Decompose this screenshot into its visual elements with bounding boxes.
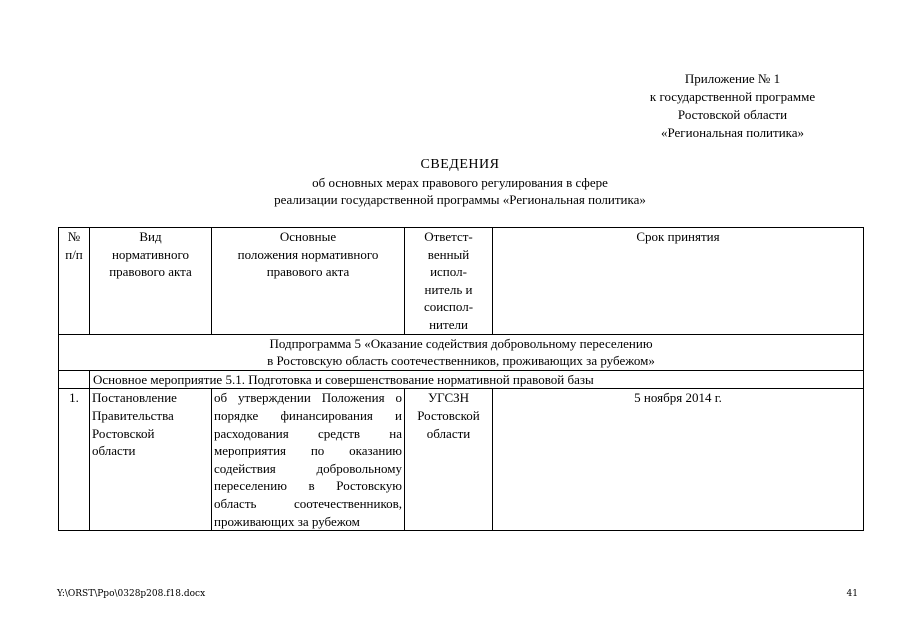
footer-file-path: Y:\ORST\Ppo\0328p208.f18.docx [57, 589, 206, 599]
appendix-line: к государственной программе [649, 89, 816, 104]
header-act-type: Вид нормативного правового акта [90, 228, 212, 335]
subprogram-row [59, 334, 864, 370]
header-deadline: Срок принятия [493, 228, 864, 335]
row-responsible: УГСЗН Ростовской области [405, 389, 493, 531]
footer-page-number: 41 [846, 589, 858, 599]
header-provisions: Основные положения нормативного правового акта [212, 228, 405, 335]
subprogram-cell: Подпрограмма 5 «Оказание содействия добровольному переселению в Ростовскую область соотечественников, проживающих за рубежом» [59, 334, 864, 370]
measure-empty-cell [59, 370, 90, 389]
appendix-line: Ростовской области [677, 107, 788, 122]
row-provisions: об утверждении Положения о порядке финансирования и расходования средств на мероприятия по оказанию содействия добровольному переселению в Ростовскую область соотечественников, проживающих за рубежом [212, 389, 405, 531]
appendix-block [560, 70, 905, 142]
appendix-line: Приложение № 1 [684, 71, 781, 86]
document-title: СВЕДЕНИЯ [420, 157, 500, 172]
header-responsible: Ответст- венный испол- нитель и соиспол- нители [405, 228, 493, 335]
row-act-type: Постановление Правительства Ростовской области [90, 389, 212, 531]
table-row [59, 389, 864, 531]
row-deadline: 5 ноября 2014 г. [493, 389, 864, 531]
measure-row [59, 370, 864, 389]
table-header-row [59, 228, 864, 335]
document-heading [160, 155, 760, 208]
document-subtitle-line: об основных мерах правового регулирования в сфере [312, 175, 608, 190]
header-number: № п/п [59, 228, 90, 335]
row-number: 1. [59, 389, 90, 531]
regulation-measures-table [58, 227, 864, 531]
document-subtitle-line: реализации государственной программы «Региональная политика» [274, 192, 646, 207]
measure-cell: Основное мероприятие 5.1. Подготовка и совершенствование нормативной правовой базы [90, 370, 864, 389]
appendix-line: «Региональная политика» [660, 125, 805, 140]
